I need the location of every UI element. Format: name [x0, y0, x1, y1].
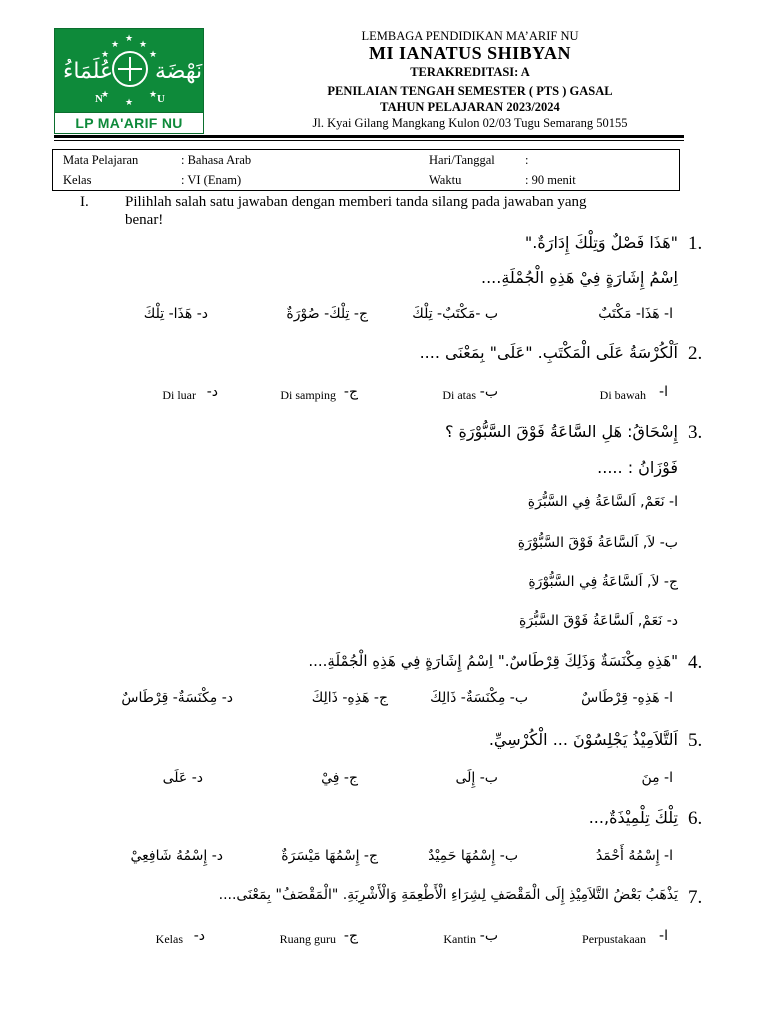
question-text: "هَذَا فَصْلٌ وَتِلْكَ إِدَارَةٌ."	[524, 233, 678, 252]
question-text: فَوْزَانُ : .....	[597, 458, 678, 477]
option-c: Di samping	[280, 388, 336, 402]
exam-info-box	[52, 149, 680, 191]
time-value: : 90 menit	[525, 173, 576, 187]
option-b: ب- لاَ, اَلسَّاعَةُ فَوْقَ السَّبُّوْرَةِ	[517, 535, 678, 551]
star-icon: ★	[101, 50, 110, 60]
star-icon: ★	[139, 40, 148, 50]
time-label: Waktu	[429, 173, 462, 187]
option-d: Di luar	[162, 388, 196, 402]
question-number: 5.	[688, 730, 703, 751]
option-d: د- هَذَا- تِلْكَ	[143, 306, 208, 322]
option-a: Perpustakaan	[582, 932, 646, 946]
question-number: 2.	[688, 343, 703, 364]
option-a-prefix: ا-	[659, 384, 668, 400]
subject-label: Mata Pelajaran	[63, 153, 139, 167]
star-icon: ★	[125, 98, 134, 108]
star-icon: ★	[111, 40, 120, 50]
option-d: د- عَلَى	[162, 770, 203, 786]
class-label: Kelas	[63, 173, 92, 187]
question-text: "هَذِهِ مِكْنَسَةٌ وَذَلِكَ قِرْطَاسٌ." اِسْمُ إِشَارَةٍ فِي هَذِهِ الْجُمْلَةِ....	[308, 652, 678, 670]
question-text: اَلْكُرْسَةُ عَلَى الْمَكْتَبِ. "عَلَى" بِمَعْنَى ....	[419, 343, 678, 362]
option-d: Kelas	[155, 932, 183, 946]
option-a: ا- مِنَ	[641, 770, 673, 786]
option-a: Di bawah	[599, 388, 646, 402]
option-b-prefix: ب-	[479, 928, 498, 944]
date-label: Hari/Tanggal	[429, 153, 495, 167]
option-c: ج- لاَ, اَلسَّاعَةُ فِي السَّبُّوْرَةِ	[528, 574, 678, 590]
option-a: ا- نَعَمْ, اَلسَّاعَةُ فِي السَّبُّرَةِ	[527, 494, 678, 510]
exam-title: PENILAIAN TENGAH SEMESTER ( PTS ) GASAL	[327, 84, 613, 98]
star-icon: ★	[101, 90, 110, 100]
option-c: ج- إِسْمُهَا مَيْسَرَةٌ	[281, 848, 378, 864]
star-icon: ★	[125, 34, 134, 44]
header-divider	[54, 135, 684, 138]
accreditation: TERAKREDITASI: A	[410, 65, 530, 79]
option-c: ج- هَذِهِ- ذَالِكَ	[311, 690, 388, 706]
option-c: ج- فِيْ	[321, 770, 358, 786]
option-d: د- إِسْمُهُ شَافِعِيْ	[130, 848, 223, 864]
option-c-prefix: ج-	[343, 928, 358, 944]
institution-name: LEMBAGA PENDIDIKAN MA’ARIF NU	[361, 29, 579, 43]
class-value: : VI (Enam)	[181, 173, 242, 187]
star-icon: ★	[149, 90, 158, 100]
question-number: 6.	[688, 808, 703, 829]
question-text: اَلتَّلاَمِيْذُ يَجْلِسُوْنَ ... الْكُرْسِيِّ.	[488, 730, 678, 749]
academic-year: TAHUN PELAJARAN 2023/2024	[380, 100, 560, 114]
option-b-prefix: ب-	[479, 384, 498, 400]
option-a: ا- هَذِهِ- قِرْطَاسٌ	[581, 690, 673, 706]
option-a: ا- هَذَا- مَكْتَبٌ	[598, 306, 673, 322]
star-icon: ★	[149, 50, 158, 60]
question-text: يَذْهَبُ بَعْضُ التَّلاَمِيْذِ إِلَى الْمَقْصَفِ لِشِرَاءِ الْأَطْعِمَةِ وَالْأَشْرِبَةِ. "الْمَقْصَفُ" بِمَعْنَى....	[218, 887, 678, 903]
globe-icon	[112, 51, 148, 87]
option-a-prefix: ا-	[659, 928, 668, 944]
school-address: Jl. Kyai Gilang Mangkang Kulon 02/03 Tugu Semarang 50155	[312, 116, 628, 130]
option-d-prefix: د-	[206, 384, 218, 400]
option-c: ج- تِلْكَ- صُوْرَةٌ	[286, 306, 368, 322]
option-d-prefix: د-	[193, 928, 205, 944]
logo-script-left: عُلَمَاءُ	[63, 59, 114, 84]
logo-letter-n: N	[95, 93, 103, 105]
option-c-prefix: ج-	[343, 384, 358, 400]
option-b: ب- إِلَى	[455, 770, 498, 786]
date-value: :	[525, 153, 529, 167]
subject-value: : Bahasa Arab	[181, 153, 252, 167]
option-d: د- مِكْنَسَةٌ- قِرْطَاسٌ	[121, 690, 233, 706]
question-text: اِسْمُ إِشَارَةٍ فِيْ هَذِهِ الْجُمْلَةِ....	[481, 268, 678, 287]
option-b: ب- مِكْنَسَةٌ- ذَالِكَ	[430, 690, 528, 706]
question-number: 4.	[688, 652, 703, 673]
option-b: Kantin	[443, 932, 476, 946]
question-number: 7.	[688, 887, 703, 908]
option-d: د- نَعَمْ, اَلسَّاعَةُ فَوْقَ السَّبُّرَةِ	[519, 613, 678, 629]
logo-letter-u: U	[157, 93, 165, 105]
logo-band	[55, 112, 203, 133]
question-text: تِلْكَ تِلْمِيْذَةٌ,...	[588, 808, 678, 827]
logo-text: LP MA'ARIF NU	[75, 115, 183, 131]
question-number: 1.	[688, 233, 703, 254]
option-b: ب -مَكْتَبٌ- تِلْكَ	[412, 306, 498, 322]
option-b: ب- إِسْمُهَا حَمِيْدٌ	[428, 848, 518, 864]
logo-script-right: نَهْضَة	[155, 59, 203, 84]
school-name: MI IANATUS SHIBYAN	[368, 43, 572, 63]
instruction-line-2: benar!	[125, 212, 164, 228]
option-b: Di atas	[442, 388, 476, 402]
question-number: 3.	[688, 422, 703, 443]
instruction-line-1: Pilihlah salah satu jawaban dengan memberi tanda silang pada jawaban yang	[125, 194, 587, 210]
school-logo	[54, 28, 204, 134]
option-a: ا- إِسْمُهُ أَحْمَدُ	[595, 848, 673, 864]
question-text: إِسْحَاقُ: هَلِ السَّاعَةُ فَوْقَ السَّبُّوْرَةِ ؟	[444, 422, 678, 441]
option-c: Ruang guru	[279, 932, 336, 946]
header-divider-thin	[54, 140, 684, 141]
section-number: I.	[80, 194, 89, 210]
